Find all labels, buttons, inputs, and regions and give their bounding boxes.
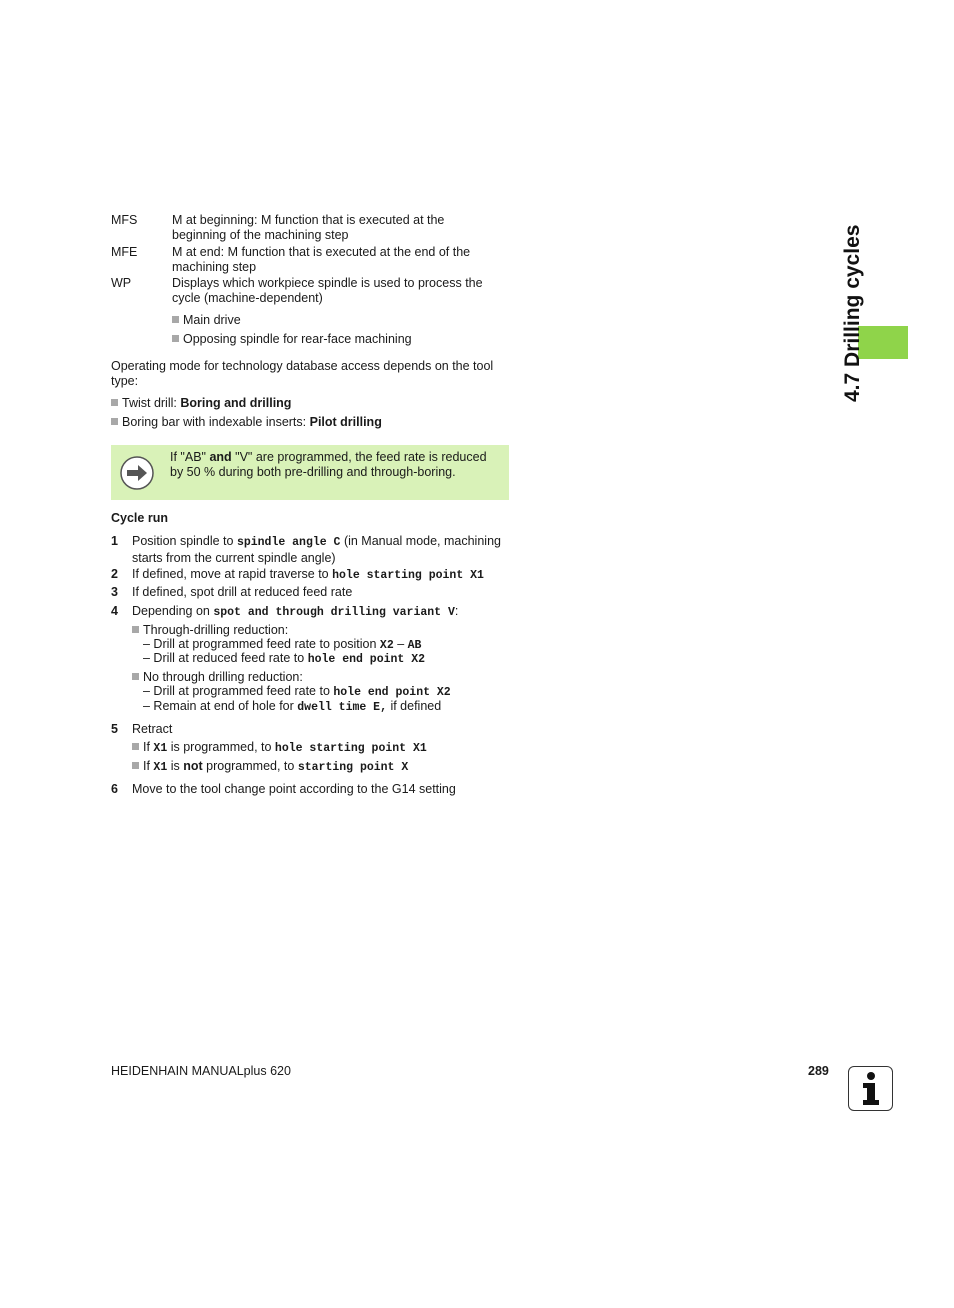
text-part: If — [143, 740, 154, 754]
step-2-text — [132, 567, 512, 584]
bullet-square-icon — [111, 418, 118, 425]
bullet-square-icon — [132, 762, 139, 769]
through-drilling-item — [132, 623, 288, 638]
param-desc-mfe — [172, 245, 512, 274]
code-term: spot and through drilling variant V — [213, 606, 455, 619]
step-number: 2 — [111, 567, 118, 581]
twist-drill-item — [111, 396, 291, 411]
note-line-2: by 50 % during both pre-drilling and through-boring. — [170, 464, 456, 479]
code-term: hole starting point X1 — [332, 569, 484, 582]
item-label: Boring bar with indexable inserts: — [122, 415, 310, 429]
code-term: starting point X — [297, 761, 409, 774]
chapter-tab — [858, 326, 908, 359]
bullet-square-icon — [132, 673, 139, 680]
no-through-drilling-item — [132, 670, 303, 685]
item-value: Pilot drilling — [309, 415, 382, 429]
info-icon — [848, 1066, 893, 1111]
note-box — [111, 445, 509, 500]
bullet-square-icon — [132, 626, 139, 633]
text-part: – Drill at reduced feed rate to — [143, 651, 308, 665]
param-desc-wp — [172, 276, 512, 305]
item-value: Boring and drilling — [180, 396, 292, 410]
text-part: – Remain at end of hole for — [143, 699, 298, 713]
step-number: 1 — [111, 534, 118, 548]
step-number: 6 — [111, 782, 118, 796]
boring-bar-item — [111, 415, 382, 430]
cycle-run-heading: Cycle run — [111, 511, 168, 525]
text-part: if defined — [386, 699, 442, 713]
option-label: Main drive — [183, 313, 241, 327]
wp-option-opposing-spindle — [172, 332, 412, 347]
no-through-drilling-sub-2 — [143, 699, 441, 716]
text-part: programmed, to — [202, 759, 298, 773]
wp-option-main-drive — [172, 313, 241, 328]
param-desc-line: Displays which workpiece spindle is used to process the — [172, 276, 483, 290]
param-desc-line: beginning of the machining step — [172, 227, 349, 242]
footer-product: HEIDENHAIN MANUALplus 620 — [111, 1064, 291, 1078]
step-line: starts from the current spindle angle) — [132, 550, 336, 565]
param-key-mfs: MFS — [111, 213, 138, 227]
page-number: 289 — [808, 1064, 829, 1078]
arrow-right-icon — [119, 455, 155, 491]
step-3-text: If defined, spot drill at reduced feed rate — [132, 585, 353, 599]
option-label: Opposing spindle for rear-face machining — [183, 332, 412, 346]
note-text — [170, 450, 505, 479]
code-term: X2 — [379, 639, 394, 652]
code-term: X1 — [153, 761, 168, 774]
step-5-text: Retract — [132, 722, 173, 736]
text-part: : — [454, 604, 459, 618]
code-term: hole starting point X1 — [274, 742, 427, 755]
note-text-part: If "AB" — [170, 450, 210, 464]
text-part: Depending on — [132, 604, 214, 618]
bullet-square-icon — [111, 399, 118, 406]
note-line-1 — [170, 450, 505, 465]
text-part: – Drill at programmed feed rate to — [143, 684, 334, 698]
param-key-wp: WP — [111, 276, 132, 290]
retract-item-1 — [132, 740, 427, 757]
item-label: No through drilling reduction: — [143, 670, 303, 684]
emphasis: not — [183, 759, 203, 773]
paragraph-line: type: — [111, 373, 139, 388]
code-term: hole end point X2 — [333, 686, 451, 699]
code-term: dwell time E, — [297, 701, 387, 714]
note-emphasis: and — [209, 450, 232, 464]
text-part: – — [393, 637, 408, 651]
text-part: – Drill at programmed feed rate to position — [143, 637, 380, 651]
text-part: If defined, move at rapid traverse to — [132, 567, 333, 581]
step-number: 5 — [111, 722, 118, 736]
bullet-square-icon — [172, 316, 179, 323]
step-4-text — [132, 604, 512, 621]
through-drilling-sub-2 — [143, 651, 425, 668]
paragraph-line: Operating mode for technology database access depends on the tool — [111, 359, 494, 373]
step-number: 4 — [111, 604, 118, 618]
text-part: is programmed, to — [167, 740, 275, 754]
param-desc-line: machining step — [172, 259, 257, 274]
param-desc-line: M at end: M function that is executed at the end of the — [172, 245, 471, 259]
note-text-part: "V" are programmed, the feed rate is reduced — [231, 450, 487, 464]
code-term: X1 — [153, 742, 168, 755]
step-number: 3 — [111, 585, 118, 599]
chapter-title: 4.7 Drilling cycles — [841, 224, 864, 402]
bullet-square-icon — [132, 743, 139, 750]
info-glyph — [849, 1067, 892, 1110]
step-line — [132, 534, 512, 551]
param-desc-line: M at beginning: M function that is executed at the — [172, 213, 445, 227]
retract-item-2 — [132, 759, 408, 776]
code-term: hole end point X2 — [307, 653, 426, 666]
text-part: If — [143, 759, 154, 773]
item-label: Twist drill: — [122, 396, 181, 410]
text-part: (in Manual mode, machining — [340, 534, 501, 548]
code-term: AB — [407, 639, 422, 652]
item-label: Through-drilling reduction: — [143, 623, 289, 637]
step-6-text: Move to the tool change point according to the G14 setting — [132, 782, 456, 796]
step-1-text — [132, 534, 512, 565]
text-part: Position spindle to — [132, 534, 237, 548]
param-desc-line: cycle (machine-dependent) — [172, 290, 323, 305]
code-term: spindle angle C — [236, 536, 341, 549]
text-part: is — [167, 759, 184, 773]
bullet-square-icon — [172, 335, 179, 342]
param-desc-mfs — [172, 213, 512, 242]
operating-mode-paragraph — [111, 359, 511, 388]
param-key-mfe: MFE — [111, 245, 138, 259]
